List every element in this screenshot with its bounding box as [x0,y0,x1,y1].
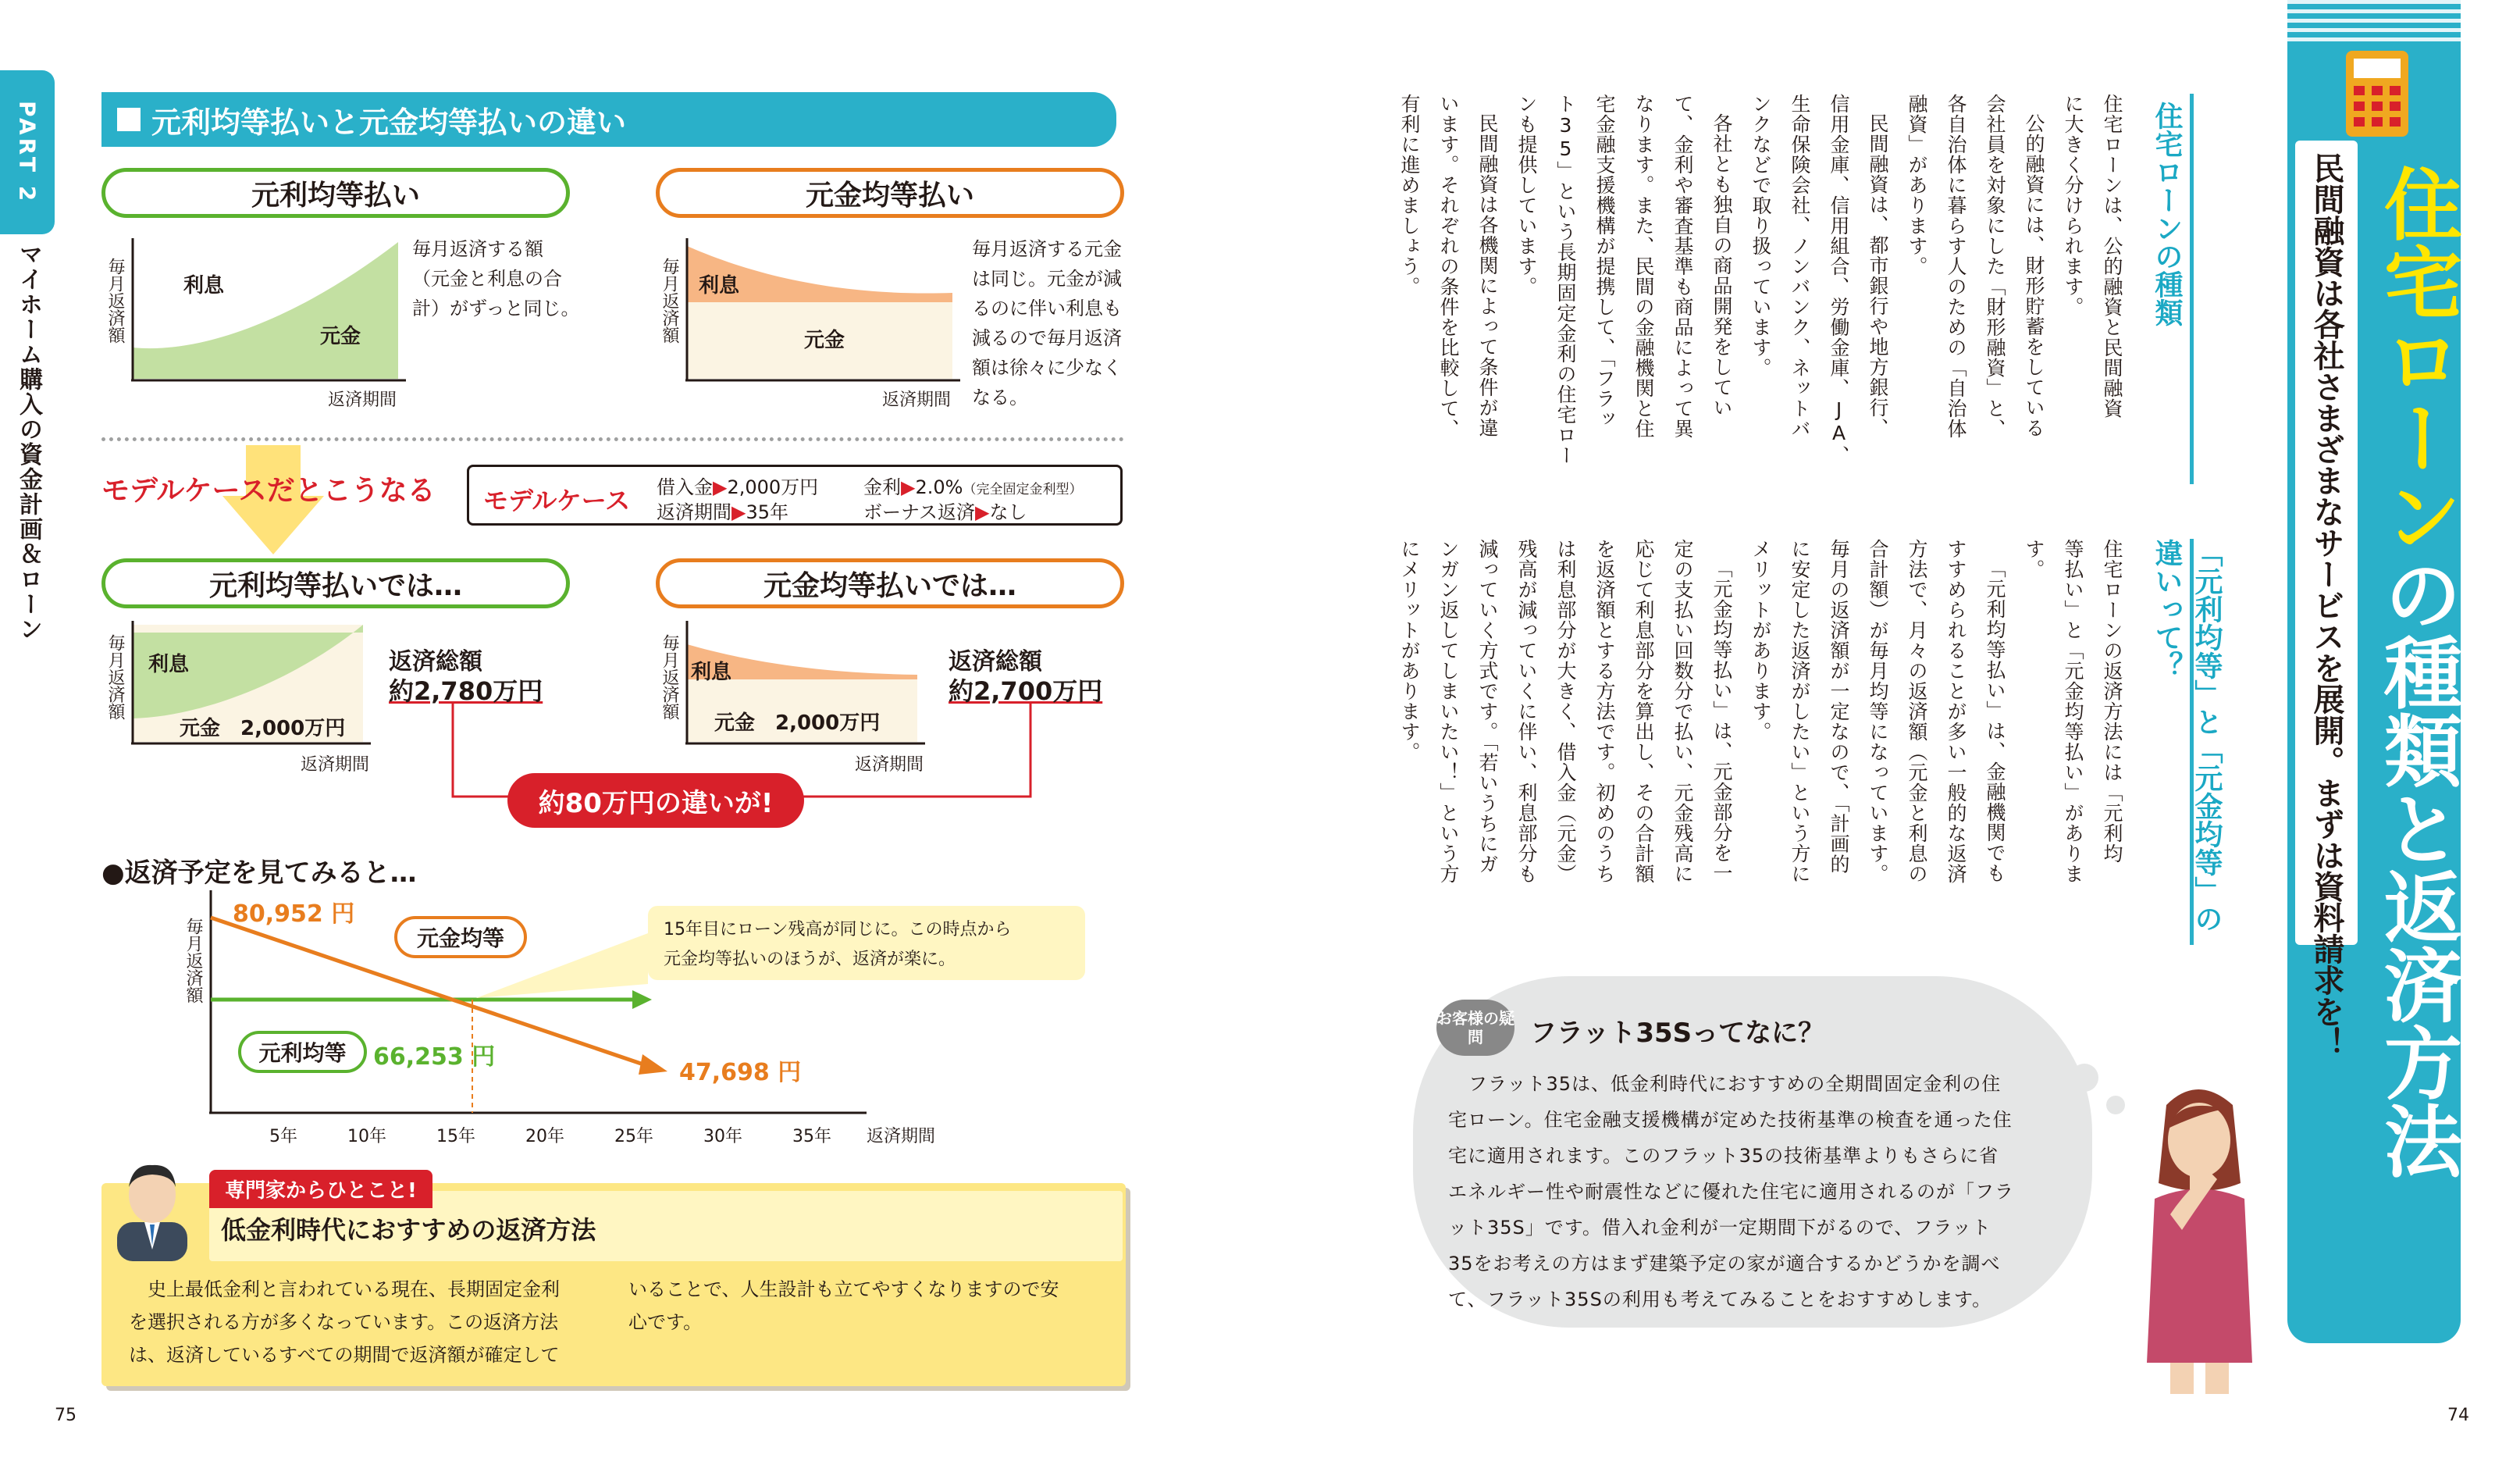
square-bullet-icon [117,108,141,131]
ganri-compare-title: 元利均等払いでは… [208,569,462,602]
schedule-ganri-tag: 元利均等 [238,1031,367,1073]
expert-body-right: いることで、人生設計も立てやすくなりますので安 心です。 [628,1278,1059,1333]
ganri-compare-y-axis: 毎月返済額 [105,634,125,720]
section1-heading: 住宅ローンの種類 [2151,102,2183,326]
calculator-icon [2346,51,2408,137]
expert-body-left: 史上最低金利と言われている現在、長期固定金利 を選択される方が多くなっています。この返済方法 は、返済しているすべての期間で返済額が確定して [129,1278,560,1366]
ganri-note: 毎月返済する額 （元金と利息の合 計）がずっと同じ。 [412,238,580,319]
gankin-total-label: 返済総額 [949,648,1042,676]
expert-tag: 専門家からひとこと! [209,1170,432,1208]
title-panel-stripes [2287,0,2461,47]
page-number-right: 74 [2447,1406,2469,1425]
ganri-compare-principal: 元金 2,000万円 [180,717,346,740]
ganri-x-axis: 返済期間 [328,390,397,410]
gankin-x-axis: 返済期間 [882,390,952,410]
part-tab: PART 2 [0,70,55,234]
model-case-box [467,465,1123,526]
ganri-compare-pill [101,558,570,608]
model-period: 返済期間▶35年 [657,501,789,523]
gankin-note: 毎月返済する元金 は同じ。元金が減 るのに伴い利息も 減るので毎月返済 額は徐々に少なく なる。 [972,238,1122,408]
ganri-compare-chart [101,617,414,773]
model-lead: モデルケースだとこうなる [101,475,436,507]
divider [101,437,1124,441]
gankin-y-axis: 毎月返済額 [660,258,679,344]
gankin-compare-interest: 利息 [691,661,732,684]
customer-illustration [2123,1082,2272,1394]
page-title: 住宅ローンの種類と返済方法 [2371,164,2462,1179]
section1-body: 住宅ローンは、公的融資と民間融資 に大きく分けられます。 公的融資には、財形貯蓄をしている 会社員を対象にした「財形融資」と、 各自治体に暮らす人のための「自治体 融資」があります。 民間融資は、都市銀行や地方銀行、 信用金庫、信用組合、労働金庫、JA、 生命保険会社、ノンバンク、ネットバ ンクなどで取り扱っています。 各社とも独自の商品開発をしてい て、金利や審査基準も商品によって異 なります。また、民間の金融機関と住 宅金融支援機構が提携して、「フラッ ト35」という長期固定金利の住宅ロー ンも提供しています。 民間融資は各機関によって条件が違 います。それぞれの条件を比較して、 有利に進めましょう。 [1398,94,2123,465]
section2-body: 住宅ローンの返済方法には「元利均 等払い」と「元金均等払い」がありま す。 「元利均等払い」は、金融機関でも すすめられることが多い一般的な返済 方法で、月々の返済額（元金と利息の 合計額）が毎月均等になっています。 毎月の返済額が一定なので、「計画的 に安定した返済がしたい」という方に メリットがあります。 「元金均等払い」は、元金部分を一 定の支払い回数分で払い、元金残高に 応じて利息部分を算出し、その合計額 を返済額とする方法です。初めのうち は利息部分が大きく、借入金（元金） 残高が減っていくに伴い、利息部分も 減っていく方式です。「若いうちにガ ンガン返してしまいたい！」という方 にメリットがあります。 [1398,539,2123,884]
difference-badge: 約80万円の違いが! [507,773,804,828]
gankin-compare-title: 元金均等払いでは… [763,569,1016,602]
schedule-flat-value: 66,253 円 [373,1043,496,1071]
qa-title: フラット35Sってなに？ [1530,1018,1825,1049]
model-box-title: モデルケース [483,486,631,515]
page-subtitle: 民間融資は各社さまざまなサービスを展開。まずは資料請求を！ [2308,152,2344,1058]
gankin-title-pill [656,168,1124,218]
gankin-title: 元金均等払い [805,179,974,212]
expert-avatar [109,1156,195,1261]
schedule-gankin-tag: 元金均等 [394,916,527,958]
gankin-total-value: 約2,700万円 [949,676,1103,706]
gankin-principal-label: 元金 [804,329,845,352]
schedule-end-value: 47,698 円 [679,1059,802,1086]
ganri-total-label: 返済総額 [389,648,482,676]
gankin-compare-x-axis: 返済期間 [855,755,924,775]
ganri-title: 元利均等払い [251,179,420,212]
expert-title: 低金利時代におすすめの返済方法 [221,1215,596,1245]
ganri-principal-label: 元金 [320,325,361,348]
part-label: マイホーム購入の資金計画＆ローン [15,242,42,642]
ganri-total-value: 約2,780万円 [389,676,543,706]
ganri-interest-label: 利息 [183,274,225,298]
section2-heading: 「元利均等」と「元金均等」の違いって？ [2151,539,2223,932]
schedule-start-value: 80,952 円 [233,900,355,928]
schedule-x-ticks: 5年 10年 15年 20年 25年 30年 35年 [269,1127,831,1146]
model-rate: 金利▶2.0%（完全固定金利型） [863,476,1083,498]
section1-rule [2190,94,2194,484]
gankin-interest-label: 利息 [699,274,740,298]
gankin-compare-y-axis: 毎月返済額 [660,634,679,720]
model-bonus: ボーナス返済▶なし [863,501,1027,523]
ganri-compare-interest: 利息 [148,653,190,676]
section-title: 元利均等払いと元金均等払いの違い [151,105,627,140]
ganri-y-axis: 毎月返済額 [105,258,125,344]
schedule-y-axis: 毎月返済額 [183,918,203,1003]
ganri-compare-x-axis: 返済期間 [301,755,370,775]
gankin-compare-principal: 元金 2,000万円 [714,711,881,735]
schedule-heading: ●返済予定を見てみると… [101,857,417,889]
page-number-left: 75 [55,1406,77,1425]
model-loan: 借入金▶2,000万円 [657,476,819,498]
ganri-title-pill [101,168,570,218]
schedule-x-axis: 返済期間 [867,1127,936,1146]
section-header [101,92,1116,147]
schedule-callout: 15年目にローン残高が同じに。この時点から 元金均等払いのほうが、返済が楽に。 [648,906,1085,980]
gankin-compare-pill [656,558,1124,608]
qa-tag: お客様の疑問 [1436,1000,1514,1056]
qa-body: フラット35は、低金利時代におすすめの全期間固定金利の住 宅ローン。住宅金融支援機構が定めた技術基準の検査を通った住 宅に適用されます。このフラット35の技術基準よりもさらに省 エネルギー性や耐震性などに優れた住宅に適用されるのが「フラ ット35S」です。借入れ金利が一定期間下がるので、フラット 35をお考えの方はまず建築予定の家が適合するかどうかを調べ て、フラット35Sの利用も考えてみることをおすすめします。 [1448,1073,2014,1310]
